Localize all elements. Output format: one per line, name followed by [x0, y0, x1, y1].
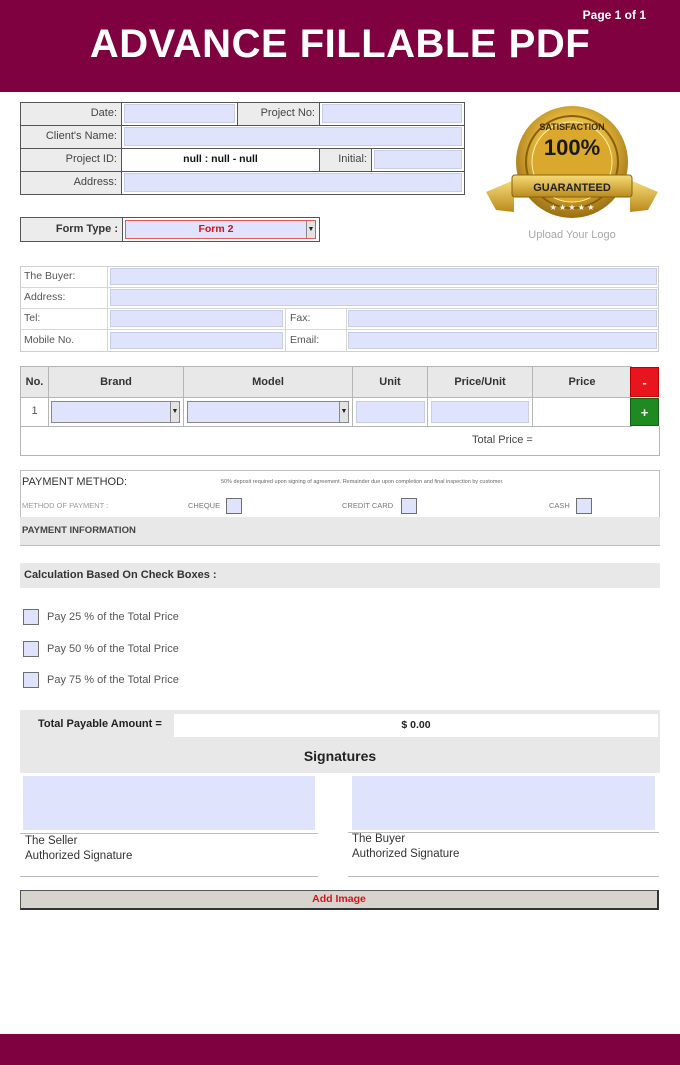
cash-checkbox[interactable] — [576, 498, 592, 514]
form-type-select[interactable] — [125, 220, 316, 239]
footer-bar — [0, 1034, 680, 1065]
pay-25-checkbox[interactable] — [23, 609, 39, 625]
page-title: ADVANCE FILLABLE PDF — [89, 22, 591, 66]
pay-50-label: Pay 50 % of the Total Price — [47, 643, 179, 655]
badge-banner-text: GUARANTEED — [533, 182, 611, 194]
pay-25-label: Pay 25 % of the Total Price — [47, 611, 179, 623]
email-label: Email: — [290, 334, 320, 346]
client-name-label: Client's Name: — [20, 125, 122, 149]
col-price: Price — [532, 366, 632, 398]
cash-label: CASH — [549, 501, 570, 510]
form-type-label: Form Type : — [55, 223, 118, 235]
address-label: Address: — [20, 171, 122, 195]
buyer-label: The Buyer: — [24, 270, 76, 282]
buyer-authorized-label: Authorized Signature — [352, 848, 460, 860]
address-field[interactable] — [124, 173, 462, 192]
buyer-signature-field[interactable] — [352, 776, 655, 830]
payment-info-title: PAYMENT INFORMATION — [22, 525, 136, 536]
col-model: Model — [183, 366, 353, 398]
total-row — [20, 426, 660, 456]
payment-note: 50% deposit required upon signing of agreement. Remainder due upon completion and final inspection by customer. — [221, 479, 504, 485]
guarantee-badge-icon — [484, 100, 660, 230]
email-field[interactable] — [348, 332, 657, 349]
tel-label: Tel: — [24, 312, 41, 324]
pay-75-label: Pay 75 % of the Total Price — [47, 674, 179, 686]
badge-percent-text: 100% — [543, 135, 601, 160]
svg-text:★ ★ ★ ★ ★: ★ ★ ★ ★ ★ — [549, 203, 595, 212]
model-select[interactable] — [187, 401, 349, 423]
mobile-label: Mobile No. — [24, 334, 75, 346]
badge-top-text: SATISFACTION — [539, 122, 605, 132]
calculation-title: Calculation Based On Check Boxes : — [24, 569, 217, 581]
seller-authorized-label: Authorized Signature — [25, 850, 133, 862]
credit-card-checkbox[interactable] — [401, 498, 417, 514]
chevron-down-icon: ▼ — [339, 402, 348, 422]
price-unit-field[interactable] — [431, 401, 529, 423]
seller-signature-field[interactable] — [23, 776, 315, 830]
date-label: Date: — [20, 102, 122, 126]
signatures-title: Signatures — [303, 748, 377, 764]
buyer-field[interactable] — [110, 268, 657, 285]
add-image-button[interactable]: Add Image — [20, 890, 659, 910]
cheque-label: CHEQUE — [188, 501, 221, 510]
remove-row-button[interactable]: - — [630, 367, 659, 397]
upload-logo-text: Upload Your Logo — [528, 229, 616, 241]
col-no: No. — [20, 366, 49, 398]
col-brand: Brand — [48, 366, 184, 398]
add-row-button[interactable]: + — [630, 398, 659, 426]
mobile-field[interactable] — [110, 332, 283, 349]
client-name-field[interactable] — [124, 127, 462, 146]
cheque-checkbox[interactable] — [226, 498, 242, 514]
total-payable-value[interactable]: $ 0.00 — [174, 714, 658, 737]
project-no-field[interactable] — [322, 104, 462, 123]
initial-label: Initial: — [319, 148, 372, 172]
seller-label: The Seller — [25, 835, 78, 847]
buyer-sign-label: The Buyer — [352, 833, 406, 845]
initial-field[interactable] — [374, 150, 462, 169]
logo-upload-area[interactable] — [484, 100, 660, 230]
credit-card-label: CREDIT CARD — [342, 501, 394, 510]
row-number: 1 — [31, 405, 38, 417]
col-unit: Unit — [352, 366, 428, 398]
pay-50-checkbox[interactable] — [23, 641, 39, 657]
project-id-label: Project ID: — [20, 148, 122, 172]
payment-method-title: PAYMENT METHOD: — [22, 476, 128, 488]
unit-field[interactable] — [356, 401, 425, 423]
total-price-label: Total Price = — [472, 434, 533, 446]
buyer-address-label: Address: — [24, 291, 66, 303]
chevron-down-icon: ▼ — [170, 402, 179, 422]
col-price-unit: Price/Unit — [427, 366, 533, 398]
pay-75-checkbox[interactable] — [23, 672, 39, 688]
chevron-down-icon: ▼ — [306, 221, 315, 238]
brand-select[interactable] — [51, 401, 180, 423]
total-payable-label: Total Payable Amount = — [38, 718, 162, 730]
date-field[interactable] — [124, 104, 235, 123]
form-type-value: Form 2 — [198, 223, 234, 235]
buyer-address-field[interactable] — [110, 289, 657, 306]
project-id-value: null : null - null — [121, 148, 320, 172]
fax-field[interactable] — [348, 310, 657, 327]
method-of-payment-label: METHOD OF PAYMENT : — [22, 501, 109, 510]
project-no-label: Project No: — [237, 102, 320, 126]
tel-field[interactable] — [110, 310, 283, 327]
fax-label: Fax: — [290, 312, 311, 324]
page-indicator: Page 1 of 1 — [582, 8, 646, 22]
